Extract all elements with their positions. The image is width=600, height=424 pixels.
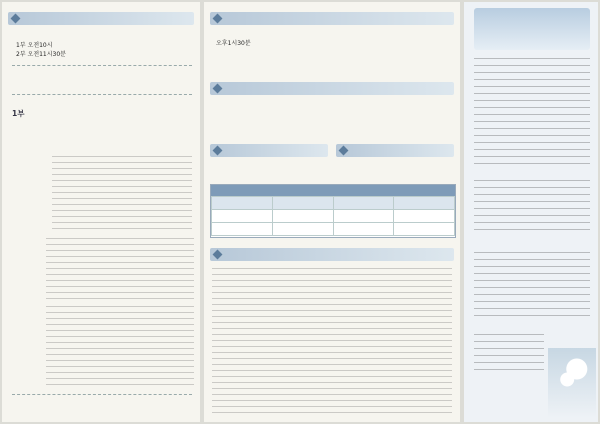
diamond-icon	[11, 14, 21, 24]
order-list	[46, 306, 194, 390]
duty-header	[272, 197, 333, 210]
service1-label: 1부 오전10시	[16, 42, 53, 49]
column-panel	[464, 2, 598, 422]
duty-header	[333, 197, 394, 210]
diamond-icon	[213, 14, 223, 24]
column-banner	[474, 8, 590, 50]
column-paragraph-2	[474, 180, 590, 236]
duty-cell	[212, 210, 273, 223]
diamond-icon	[339, 146, 349, 156]
duty-cell	[333, 223, 394, 236]
morning-worship-header	[8, 12, 194, 25]
divider	[12, 94, 192, 95]
divider	[12, 394, 192, 395]
essay-text	[212, 268, 452, 416]
flower-image	[548, 348, 596, 418]
divider	[12, 65, 192, 66]
schedule-panel	[204, 2, 460, 422]
duty-header	[212, 197, 273, 210]
rest-space-header	[210, 248, 454, 261]
order-list	[46, 238, 194, 304]
service2-label: 2부 오전11시30분	[16, 51, 66, 58]
duty-cell	[212, 223, 273, 236]
duty-cell	[394, 223, 455, 236]
duty-grid	[211, 196, 455, 236]
diamond-icon	[213, 84, 223, 94]
daily-devotion-header	[336, 144, 454, 157]
wednesday-worship-header	[210, 82, 454, 95]
diamond-icon	[213, 146, 223, 156]
evening-time: 오후1시30분	[216, 40, 251, 47]
duty-cell	[394, 210, 455, 223]
duty-cell	[333, 210, 394, 223]
column-paragraph-3	[474, 252, 590, 318]
section-tag-1: 1부	[12, 109, 25, 118]
duty-table	[210, 184, 456, 238]
duty-caption	[211, 185, 455, 196]
liturgy-text	[52, 156, 192, 230]
prayer-header	[210, 144, 328, 157]
diamond-icon	[213, 250, 223, 260]
column-paragraph-4	[474, 334, 544, 374]
worship-order-panel	[2, 2, 200, 422]
column-paragraph-1	[474, 58, 590, 164]
duty-cell	[272, 210, 333, 223]
evening-worship-header	[210, 12, 454, 25]
duty-header	[394, 197, 455, 210]
duty-cell	[272, 223, 333, 236]
